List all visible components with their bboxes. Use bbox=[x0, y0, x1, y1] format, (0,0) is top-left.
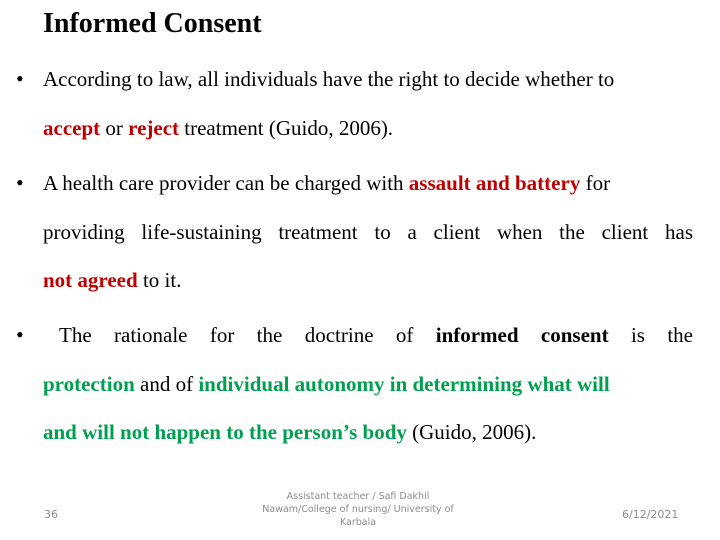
text-fragment: treatment (Guido, 2006). bbox=[179, 115, 394, 140]
paragraph-1-line-1: According to law, all individuals have the right to decide whether to bbox=[43, 67, 615, 91]
bullet-3: • bbox=[16, 322, 24, 347]
text-fragment: A health care provider can be charged with bbox=[43, 171, 409, 195]
paragraph-2-line-2: providing life-sustaining treatment to a client when the client has bbox=[43, 219, 693, 244]
bullet-1: • bbox=[16, 66, 24, 91]
emphasis-reject: reject bbox=[128, 115, 180, 140]
paragraph-2-line-1 bbox=[43, 159, 693, 208]
emphasis-informed-consent: informed consent bbox=[435, 323, 609, 347]
emphasis-autonomy: individual autonomy in determining what will bbox=[198, 371, 610, 396]
emphasis-accept: accept bbox=[43, 115, 101, 140]
footer-author bbox=[250, 490, 466, 529]
paragraph-2-line-3 bbox=[43, 256, 693, 305]
slide-number: 36 bbox=[44, 508, 58, 521]
footer-author-line-1: Assistant teacher / Safi Dakhil bbox=[286, 491, 430, 502]
text-fragment: (Guido, 2006). bbox=[406, 420, 537, 444]
slide-title: Informed Consent bbox=[43, 8, 262, 39]
footer-author-line-2: Nawam/College of nursing/ University of bbox=[262, 504, 454, 515]
text-fragment: The rationale for the doctrine of bbox=[59, 323, 436, 347]
paragraph-3-line-2 bbox=[43, 360, 693, 409]
paragraph-3-line-1 bbox=[43, 311, 693, 360]
paragraph-1 bbox=[43, 55, 693, 152]
text-fragment: to it. bbox=[137, 268, 182, 292]
text-fragment: and of bbox=[134, 371, 199, 396]
paragraph-3 bbox=[43, 311, 693, 457]
text-fragment: is the bbox=[608, 323, 693, 347]
paragraph-3-line-3 bbox=[43, 408, 693, 457]
text-fragment: for bbox=[580, 171, 611, 195]
emphasis-persons-body: and will not happen to the person’s body bbox=[43, 420, 407, 444]
emphasis-protection: protection bbox=[43, 371, 135, 396]
text-fragment: or bbox=[100, 115, 129, 140]
emphasis-not-agreed: not agreed bbox=[43, 268, 138, 292]
paragraph-2 bbox=[43, 159, 693, 305]
footer-author-line-3: Karbala bbox=[339, 517, 377, 528]
bullet-2: • bbox=[16, 170, 24, 195]
footer-date: 6/12/2021 bbox=[622, 508, 679, 521]
emphasis-assault-battery: assault and battery bbox=[408, 171, 581, 195]
paragraph-1-line-2 bbox=[43, 104, 693, 153]
